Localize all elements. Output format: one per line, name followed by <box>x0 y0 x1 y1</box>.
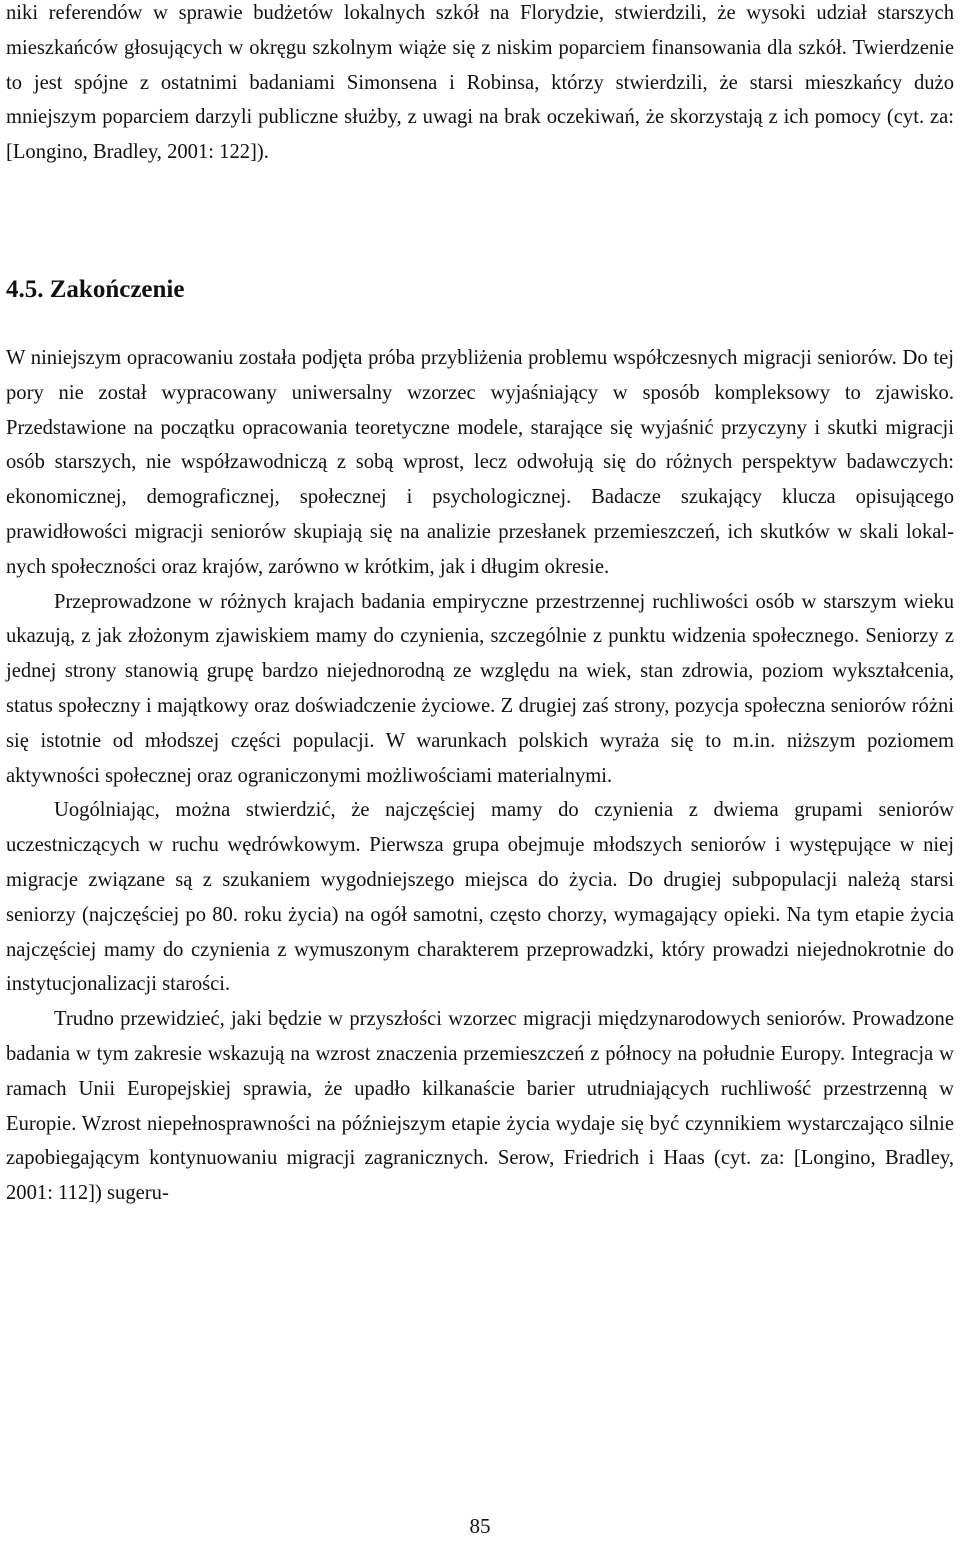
section-paragraph-2: Przeprowadzone w różnych krajach badania empiryczne przestrzennej ruchliwości osób w starszym wieku ukazują, z jak złożonym zjawiskiem mamy do czynienia, szczególnie z punktu widzenia społecznego. Seniorzy z jednej strony stanowią grupę bardzo niejednorodną ze względu na wiek, stan zdrowia, poziom wykształcenia, status społeczny i majątkowy oraz doświadczenie życiowe. Z drugiej zaś strony, pozycja społeczna seniorów różni się istotnie od młodszej części populacji. W warunkach polskich wyraża się to m.in. niższym poziomem aktywności społecznej oraz ograniczonymi możliwościami materialnymi. <box>6 590 954 787</box>
document-page <box>6 0 954 1552</box>
page-number: 85 <box>469 1514 491 1538</box>
section-body <box>6 341 954 1211</box>
section-paragraph-3: Uogólniając, można stwierdzić, że najczęściej mamy do czynienia z dwiema grupami seniorów uczestniczących w ruchu wędrówkowym. Pierwsza grupa obejmuje młodszych seniorów i występujące w niej migracje związane są z szukaniem wygodniejszego miejsca do życia. Do drugiej subpopulacji należą starsi seniorzy (najczęściej po 80. roku życia) na ogół samotni, często chorzy, wymagający opieki. Na tym etapie życia najczęściej mamy do czynienia z wymuszonym charakterem przeprowadzki, który prowadzi niejednokrotnie do instytucjonalizacji starości. <box>6 799 954 996</box>
intro-paragraph: niki referendów w sprawie budżetów lokalnych szkół na Florydzie, stwierdzili, że wysoki udział starszych mieszkańców głosujących w okręgu szkolnym wiąże się z niskim poparciem finansowania dla szkół. Twierdzenie to jest spójne z ostatnimi badaniami Simonsena i Robinsa, którzy stwierdzili, że starsi mieszkańcy dużo mniejszym poparciem darzyli publiczne służby, z uwagi na brak oczekiwań, że skorzystają z ich pomocy (cyt. za: [Longino, Bradley, 2001: 122]). <box>6 2 954 164</box>
section-heading: 4.5. Zakończenie <box>6 276 185 303</box>
section-paragraph-4: Trudno przewidzieć, jaki będzie w przyszłości wzorzec migracji międzynarodowych seniorów. Prowadzone badania w tym zakresie wskazują na wzrost znaczenia przemieszczeń z północy na południe Europy. Integracja w ramach Unii Europejskiej sprawia, że upadło kilkanaście barier utrudniających ruchliwość przestrzenną w Europie. Wzrost niepełnosprawności na późniejszym etapie życia wydaje się być czynnikiem wystarczająco silnie zapobiegającym kontynuowaniu migracji zagranicznych. Serow, Friedrich i Haas (cyt. za: [Longino, Bradley, 2001: 112]) sugeru- <box>6 1008 954 1205</box>
section-paragraph-1: W niniejszym opracowaniu została podjęta próba przybliżenia problemu współczesnych migracji seniorów. Do tej pory nie został wypracowany uniwersalny wzorzec wyjaśniający w sposób kompleksowy to zjawisko. Przedstawione na początku opracowania teoretyczne modele, starające się wyjaśnić przyczyny i skutki migracji osób starszych, nie współzawodniczą z sobą wprost, lecz odwołują się do różnych perspektyw badawczych: ekonomicznej, demograficznej, społecznej i psychologicznej. Badacze szukający klucza opisującego prawidłowości migracji seniorów skupiają się na analizie przesłanek przemieszczeń, ich skutków w skali lokalnych społeczności oraz krajów, zarówno w krótkim, jak i długim okresie. <box>6 347 954 578</box>
